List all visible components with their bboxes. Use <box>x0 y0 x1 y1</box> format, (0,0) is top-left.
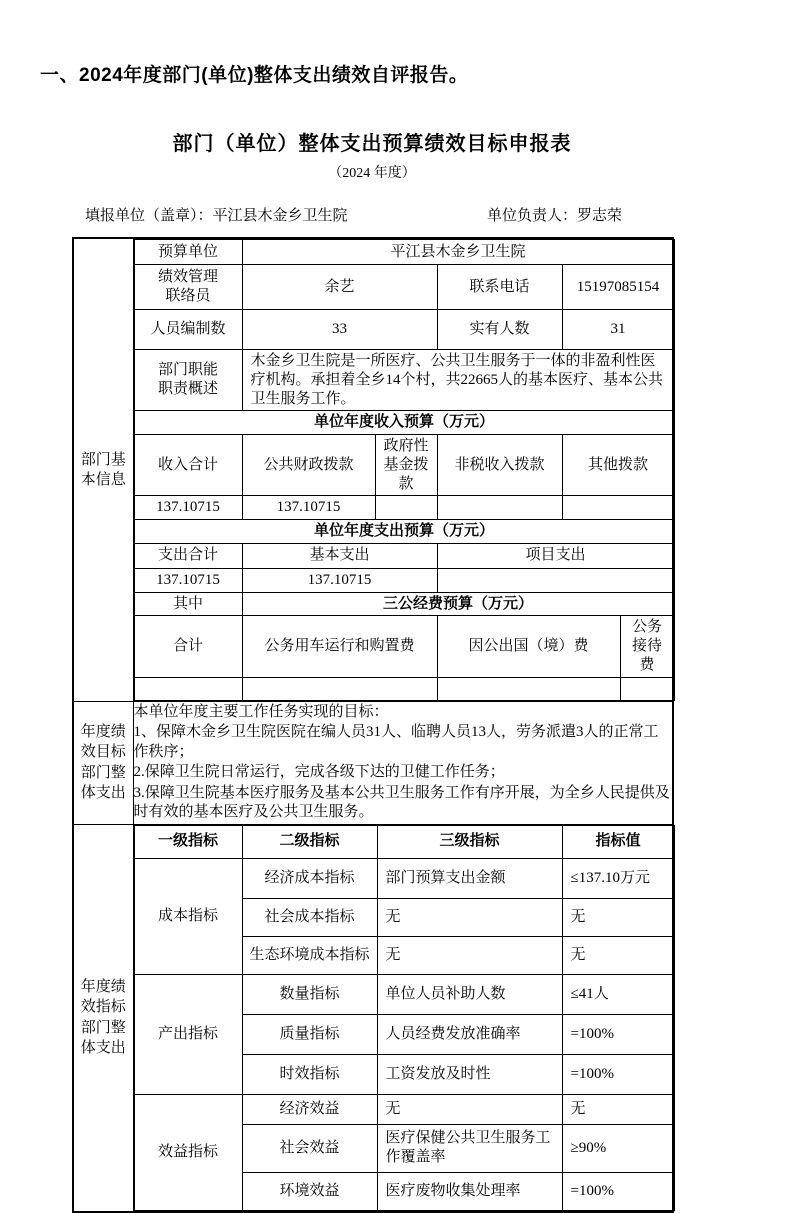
indicator-group-output: 产出指标 <box>134 974 242 1094</box>
budget-unit-label: 预算单位 <box>134 240 242 265</box>
three-public-value-abroad <box>437 677 620 700</box>
goals-line: 3.保障卫生院基本医疗服务及基本公共卫生服务工作有序开展，为全乡人民提供及时有效的基本医疗及公共卫生服务。 <box>133 784 670 820</box>
duty-value: 木金乡卫生院是一所医疗、公共卫生服务于一体的非盈利性医疗机构。承担着全乡14个村，共22665人的基本医疗、基本公共卫生服务工作。 <box>242 350 674 411</box>
form-container <box>72 127 672 1213</box>
three-public-value-total <box>134 677 242 700</box>
actual-staff-value: 31 <box>562 310 674 350</box>
income-value-public-finance: 137.10715 <box>242 496 375 520</box>
indicator-header-value: 指标值 <box>562 825 674 858</box>
indicators-table <box>134 825 675 1211</box>
income-title-row <box>134 411 674 435</box>
indicator-l2: 数量指标 <box>242 974 377 1014</box>
indicator-l2: 环境效益 <box>242 1172 377 1210</box>
among-label: 其中 <box>134 592 242 616</box>
indicator-group-cost: 成本指标 <box>134 858 242 974</box>
basic-info-table <box>134 239 675 701</box>
expense-header-basic: 基本支出 <box>242 543 437 568</box>
staffing-value: 33 <box>242 310 437 350</box>
indicator-l2: 社会成本指标 <box>242 898 377 936</box>
section-basic-info-row <box>73 238 673 701</box>
indicator-l2: 质量指标 <box>242 1014 377 1054</box>
indicator-value: ≥90% <box>562 1124 674 1172</box>
form-meta-line <box>72 204 672 225</box>
three-public-header-row <box>134 616 674 677</box>
three-public-header-reception: 公务接待费 <box>620 616 674 677</box>
income-header-gov-fund: 政府性基金拨款 <box>375 435 437 496</box>
three-public-header-vehicle: 公务用车运行和购置费 <box>242 616 437 677</box>
indicator-l2: 社会效益 <box>242 1124 377 1172</box>
indicator-l2: 经济成本指标 <box>242 858 377 898</box>
income-values-row <box>134 496 674 520</box>
liaison-row <box>134 265 674 310</box>
expense-header-row <box>134 543 674 568</box>
indicator-header-row <box>134 825 674 858</box>
indicator-l3: 医疗废物收集处理率 <box>377 1172 562 1210</box>
liaison-label: 绩效管理联络员 <box>134 265 242 310</box>
section-label-indicators: 年度绩效指标部门整体支出 <box>73 824 133 1212</box>
indicator-value: =100% <box>562 1014 674 1054</box>
indicator-value: 无 <box>562 936 674 974</box>
indicator-value: 无 <box>562 1094 674 1124</box>
indicator-l3: 部门预算支出金额 <box>377 858 562 898</box>
income-value-total: 137.10715 <box>134 496 242 520</box>
income-header-other: 其他拨款 <box>562 435 674 496</box>
expense-value-basic: 137.10715 <box>242 568 437 592</box>
three-public-header-total: 合计 <box>134 616 242 677</box>
section-goals-row <box>73 701 673 824</box>
indicator-l2: 时效指标 <box>242 1054 377 1094</box>
income-header-row <box>134 435 674 496</box>
expense-title: 单位年度支出预算（万元） <box>134 520 674 544</box>
indicator-value: ≤137.10万元 <box>562 858 674 898</box>
income-value-nontax <box>437 496 562 520</box>
indicator-row <box>134 858 674 898</box>
indicator-header-level1: 一级指标 <box>134 825 242 858</box>
form-subtitle: （2024 年度） <box>328 166 416 181</box>
indicator-l3: 工资发放及时性 <box>377 1054 562 1094</box>
page-title: 一、2024年度部门(单位)整体支出绩效自评报告。 <box>40 65 469 86</box>
expense-title-row <box>134 520 674 544</box>
expense-value-total: 137.10715 <box>134 568 242 592</box>
three-public-value-vehicle <box>242 677 437 700</box>
three-public-header-abroad: 因公出国（境）费 <box>437 616 620 677</box>
actual-staff-label: 实有人数 <box>437 310 562 350</box>
three-public-title: 三公经费预算（万元） <box>242 592 674 616</box>
goals-text <box>133 701 673 824</box>
expense-header-project: 项目支出 <box>437 543 674 568</box>
staffing-label: 人员编制数 <box>134 310 242 350</box>
income-header-total: 收入合计 <box>134 435 242 496</box>
three-public-value-reception <box>620 677 674 700</box>
budget-unit-row <box>134 240 674 265</box>
indicator-l2: 经济效益 <box>242 1094 377 1124</box>
section-indicators-content <box>133 824 673 1212</box>
form-title: 部门（单位）整体支出预算绩效目标申报表 <box>172 133 572 155</box>
indicator-value: =100% <box>562 1172 674 1210</box>
indicator-l3: 无 <box>377 1094 562 1124</box>
indicator-l2: 生态环境成本指标 <box>242 936 377 974</box>
duty-label: 部门职能职责概述 <box>134 350 242 411</box>
expense-value-project <box>437 568 674 592</box>
responsible-person-label: 单位负责人：罗志荣 <box>486 208 622 224</box>
budget-unit-value: 平江县木金乡卫生院 <box>242 240 674 265</box>
indicator-l3: 人员经费发放准确率 <box>377 1014 562 1054</box>
indicator-row <box>134 1094 674 1124</box>
indicator-value: =100% <box>562 1054 674 1094</box>
indicator-group-benefit: 效益指标 <box>134 1094 242 1210</box>
income-header-nontax: 非税收入拨款 <box>437 435 562 496</box>
fill-unit-label: 填报单位（盖章）：平江县木金乡卫生院 <box>85 208 348 224</box>
expense-header-total: 支出合计 <box>134 543 242 568</box>
staffing-row <box>134 310 674 350</box>
income-header-public-finance: 公共财政拨款 <box>242 435 375 496</box>
goals-line: 1、保障木金乡卫生院医院在编人员31人、临聘人员13人，劳务派遣3人的正常工作秩序； <box>133 724 659 760</box>
section-indicators-row <box>73 824 673 1212</box>
indicator-l3: 医疗保健公共卫生服务工作覆盖率 <box>377 1124 562 1172</box>
expense-values-row <box>134 568 674 592</box>
phone-value: 15197085154 <box>562 265 674 310</box>
indicator-l3: 无 <box>377 936 562 974</box>
section-label-basic-info: 部门基本信息 <box>73 238 133 701</box>
duty-row <box>134 350 674 411</box>
phone-label: 联系电话 <box>437 265 562 310</box>
indicator-value: 无 <box>562 898 674 936</box>
income-title: 单位年度收入预算（万元） <box>134 411 674 435</box>
income-value-other <box>562 496 674 520</box>
three-public-title-row <box>134 592 674 616</box>
three-public-values-row <box>134 677 674 700</box>
indicator-l3: 单位人员补助人数 <box>377 974 562 1014</box>
main-table <box>72 237 674 1213</box>
indicator-value: ≤41人 <box>562 974 674 1014</box>
indicator-header-level2: 二级指标 <box>242 825 377 858</box>
indicator-l3: 无 <box>377 898 562 936</box>
section-label-goals: 年度绩效目标部门整体支出 <box>73 701 133 824</box>
income-value-gov-fund <box>375 496 437 520</box>
indicator-row <box>134 974 674 1014</box>
goals-line: 2.保障卫生院日常运行，完成各级下达的卫健工作任务； <box>133 764 505 780</box>
indicator-header-level3: 三级指标 <box>377 825 562 858</box>
goals-line: 本单位年度主要工作任务实现的目标： <box>133 703 389 720</box>
liaison-value: 余艺 <box>242 265 437 310</box>
section-basic-info-content <box>133 238 673 701</box>
